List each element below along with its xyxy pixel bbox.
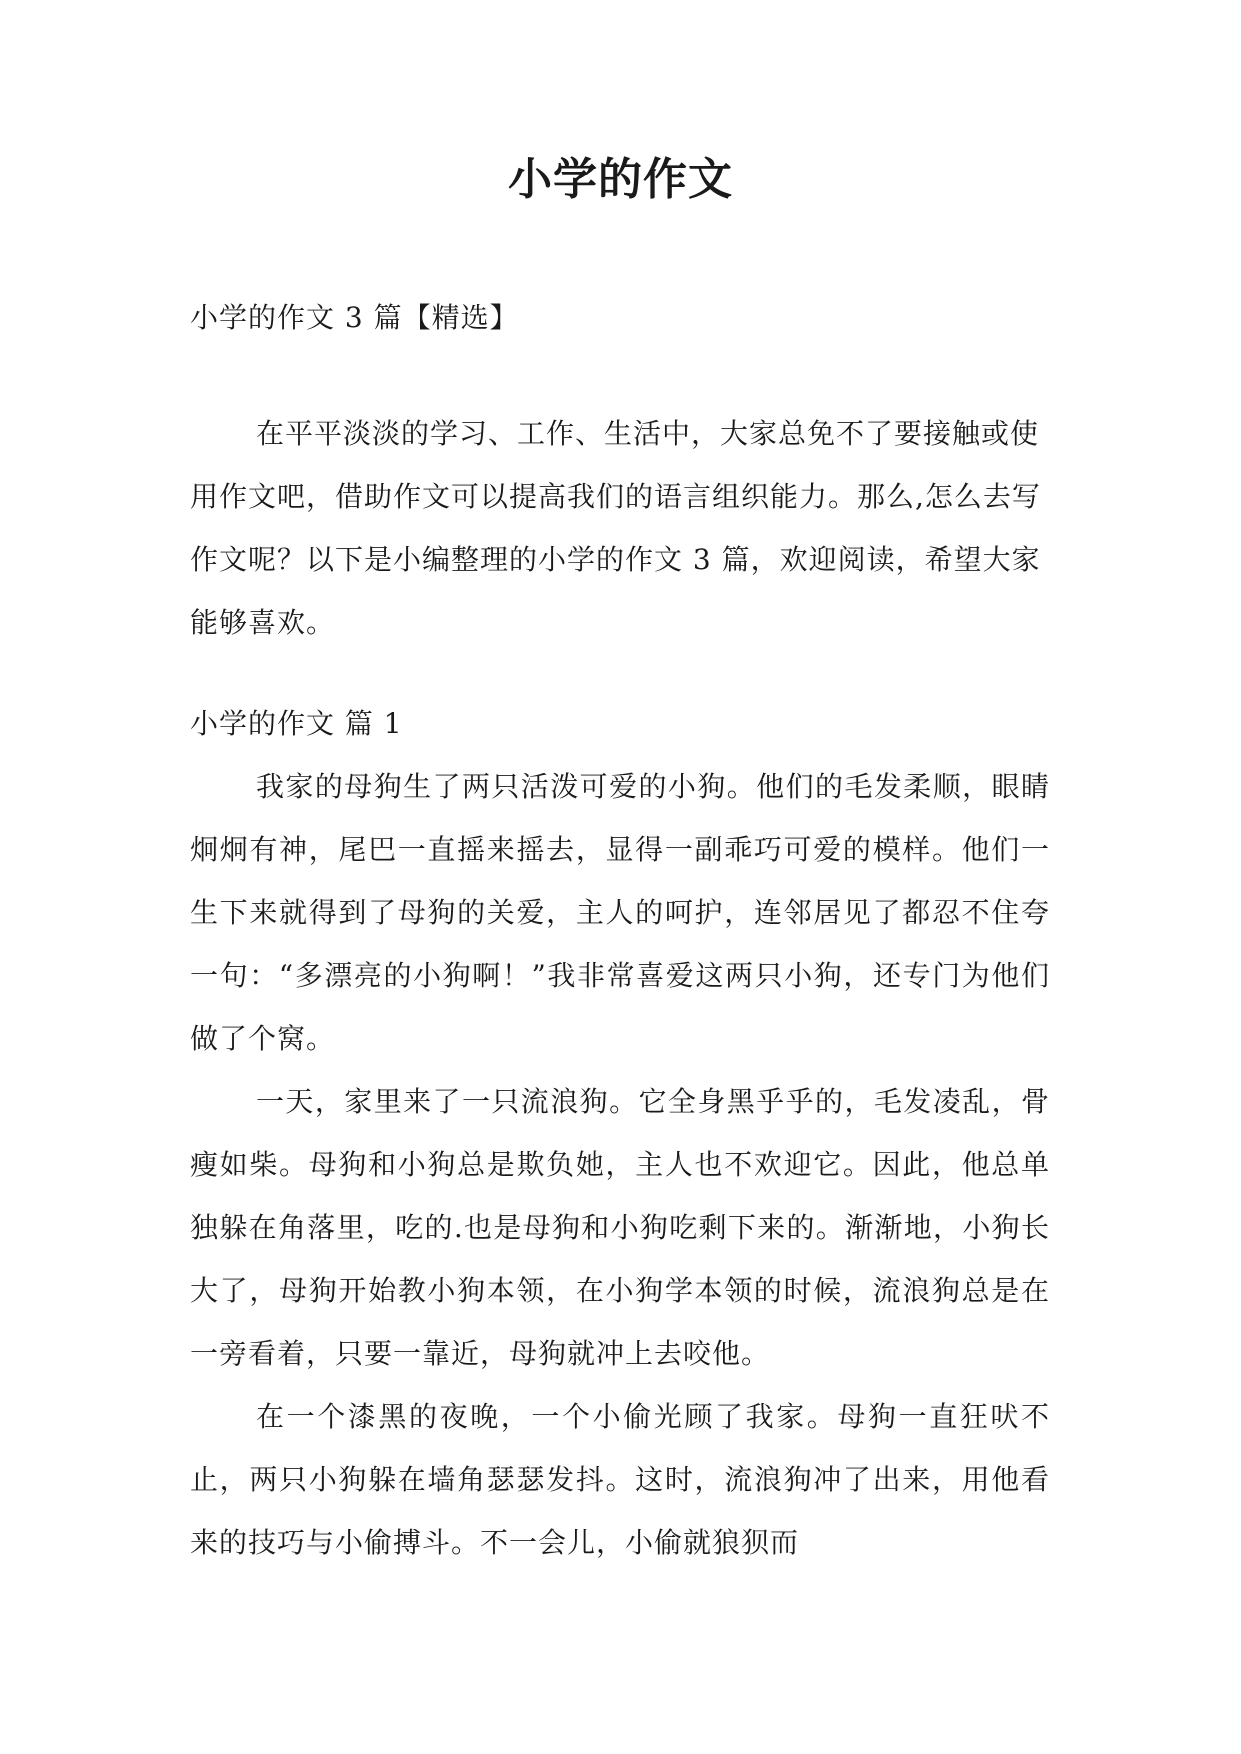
section-heading: 小学的作文 篇 1 — [190, 707, 403, 740]
section-paragraph: 一天，家里来了一只流浪狗。它全身黑乎乎的，毛发凌乱，骨瘦如柴。母狗和小狗总是欺负她，主人也不欢迎它。因此，他总单独躲在角落里，吃的.也是母狗和小狗吃剩下来的。渐渐地，小狗长大了，母狗开始教小狗本领，在小狗学本领的时候，流浪狗总是在一旁看着，只要一靠近，母狗就冲上去咬他。 — [190, 1085, 1050, 1370]
document-subtitle: 小学的作文 3 篇【精选】 — [190, 301, 519, 334]
essay-section-1 — [190, 692, 1050, 1574]
section-paragraph: 在一个漆黑的夜晚，一个小偷光顾了我家。母狗一直狂吠不止，两只小狗躲在墙角瑟瑟发抖。这时，流浪狗冲了出来，用他看来的技巧与小偷搏斗。不一会儿，小偷就狼狈而 — [190, 1400, 1050, 1559]
document-title: 小学的作文 — [508, 154, 733, 205]
intro-paragraph: 在平平淡淡的学习、工作、生活中，大家总免不了要接触或使用作文吧，借助作文可以提高我们的语言组织能力。那么,怎么去写作文呢？以下是小编整理的小学的作文 3 篇，欢迎阅读，希望大家能够喜欢。 — [190, 417, 1041, 639]
section-paragraph: 我家的母狗生了两只活泼可爱的小狗。他们的毛发柔顺，眼睛炯炯有神，尾巴一直摇来摇去，显得一副乖巧可爱的模样。他们一生下来就得到了母狗的关爱，主人的呵护，连邻居见了都忍不住夸一句：“多漂亮的小狗啊！”我非常喜爱这两只小狗，还专门为他们做了个窝。 — [190, 770, 1050, 1055]
